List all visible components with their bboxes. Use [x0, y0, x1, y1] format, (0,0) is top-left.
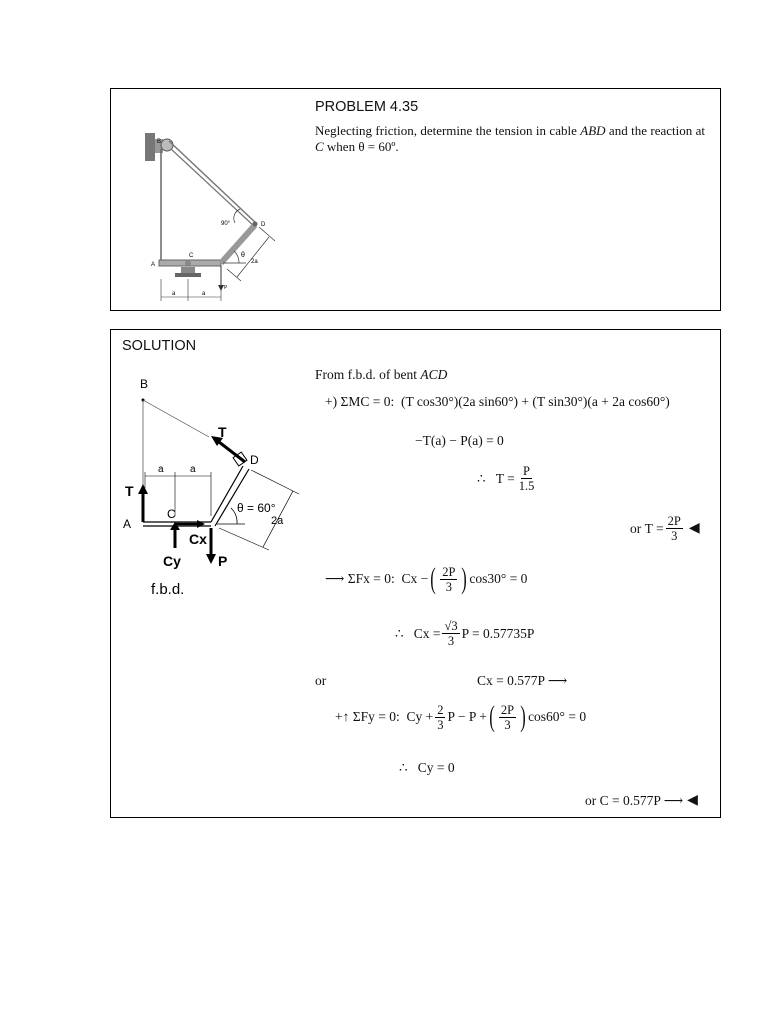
fbd-label-b: B [140, 377, 149, 391]
cx-result: Cx = 0.577P ⟶ [477, 673, 568, 688]
fbd-label-t-cable: T [218, 424, 227, 440]
moment-equation-line1 [325, 394, 670, 410]
fy-eq-num1: 2 [437, 702, 444, 717]
fbd-label-t-left: T [125, 483, 134, 499]
fx-equation: ⟶ ΣFx = 0: Cx − ( $\frac{2P}{3}$ ) cos30° = 0 [325, 562, 528, 595]
therefore-symbol-3: ∴ [399, 760, 408, 775]
final-or-label: or [585, 792, 597, 808]
cy-equation [399, 760, 455, 776]
fy-eq-den2: 3 [504, 717, 511, 732]
t-eq-lhs: T = [495, 470, 515, 486]
fy-eq-fraction-2 [499, 703, 516, 732]
fbd-label-a2: a [190, 464, 196, 475]
t-eq-fraction [517, 464, 537, 493]
fbd-label-cy: Cy [163, 553, 181, 569]
fig-label-b: B [157, 139, 162, 145]
t-result-num: 2P [667, 514, 681, 528]
fbd-label-a1: a [158, 464, 164, 475]
fbd-label-a: A [123, 517, 132, 531]
final-result [585, 792, 698, 809]
t-result-lhs: T = [644, 520, 664, 536]
fx-eq-rhs: cos30° = 0 [469, 571, 528, 586]
or-label-1: or [630, 520, 642, 536]
final-answer-marker: ◀ [687, 793, 698, 808]
fig-label-a1: a [172, 291, 176, 297]
fx-eq-den: 3 [445, 579, 452, 594]
cx-eq-fraction [442, 619, 459, 648]
moment-eq-text: ΣMC = 0: (T cos30°)(2a sin60°) + (T sin30°)(a + 2a cos60°) [340, 394, 670, 409]
fbd-label-c: C [167, 507, 176, 521]
cx-equation [395, 619, 534, 648]
fx-eq-num: 2P [442, 564, 456, 579]
fig-label-c: C [189, 253, 194, 259]
t-result-fraction [666, 514, 683, 543]
fy-sign: +↑ [335, 709, 353, 724]
point-name: C [315, 139, 324, 154]
tension-result [630, 514, 700, 543]
cx-eq-lhs: Cx = [413, 625, 441, 641]
fx-eq-lhs: ΣFx = 0: Cx − [347, 571, 429, 586]
t-eq-num: P [523, 464, 530, 478]
fig-label-a: A [151, 262, 156, 268]
fx-sign: ⟶ [325, 571, 348, 586]
fx-eq-fraction [440, 565, 457, 594]
fig-label-d: D [261, 222, 266, 228]
t-result-den: 3 [671, 529, 678, 543]
fy-eq-num2: 2P [500, 702, 515, 717]
fy-equation: +↑ ΣFy = 0: Cy + $\frac{2}{3}$ P − P + ( $\frac{2P}{3}$ ) cos60° = 0 [335, 700, 587, 733]
statement-text-3: when θ = 60º. [323, 139, 399, 154]
t-eq-den: 1.5 [518, 479, 535, 493]
problem-box [110, 88, 721, 311]
cx-or-label: or [315, 673, 327, 688]
fig-label-2a: 2a [251, 259, 258, 265]
tension-equation [477, 464, 538, 493]
fig-label-90: 90° [221, 221, 231, 227]
problem-figure [141, 129, 311, 304]
fy-eq-mid: P − P + [447, 709, 487, 724]
cx-eq-den: 3 [447, 634, 455, 648]
fy-eq-fraction-1 [435, 703, 445, 732]
statement-text-1: Neglecting friction, determine the tension in cable [315, 123, 581, 138]
moment-equation-line2: −T(a) − P(a) = 0 [415, 433, 504, 448]
fy-eq-rhs: cos60° = 0 [528, 709, 587, 724]
fbd-caption: f.b.d. [151, 581, 185, 598]
fbd-label-2a: 2a [271, 515, 284, 527]
fy-eq-lhs: ΣFy = 0: Cy + [352, 709, 434, 724]
solution-title: SOLUTION [122, 338, 197, 354]
problem-statement [315, 123, 705, 155]
answer-marker: ◀ [688, 521, 700, 536]
statement-text-2: and the reaction at [605, 123, 705, 138]
intro-body: ACD [420, 367, 448, 382]
intro-text: From f.b.d. of bent [315, 367, 421, 382]
cable-name: ABD [580, 123, 606, 138]
final-result-text: C = 0.577P ⟶ [599, 792, 684, 808]
fy-eq-den1: 3 [437, 717, 444, 732]
fbd-label-cx: Cx [189, 531, 207, 547]
fbd-label-p: P [218, 553, 228, 569]
fbd-label-theta: θ = 60° [237, 501, 276, 515]
cx-eq-num: √3 [444, 619, 458, 633]
fig-label-a2: a [202, 291, 206, 297]
therefore-symbol-2: ∴ [395, 625, 404, 641]
cx-eq-rhs: P = 0.57735P [461, 625, 535, 641]
problem-title: PROBLEM 4.35 [315, 99, 419, 115]
fbd-figure [123, 376, 313, 606]
fig-label-theta: θ [241, 252, 245, 259]
cy-eq-text: Cy = 0 [417, 760, 455, 775]
solution-box [110, 329, 721, 818]
fig-label-p: P [224, 285, 228, 291]
solution-intro [315, 367, 447, 383]
therefore-symbol: ∴ [477, 470, 486, 486]
moment-sign: +) [325, 394, 341, 409]
fbd-label-d: D [250, 453, 259, 467]
